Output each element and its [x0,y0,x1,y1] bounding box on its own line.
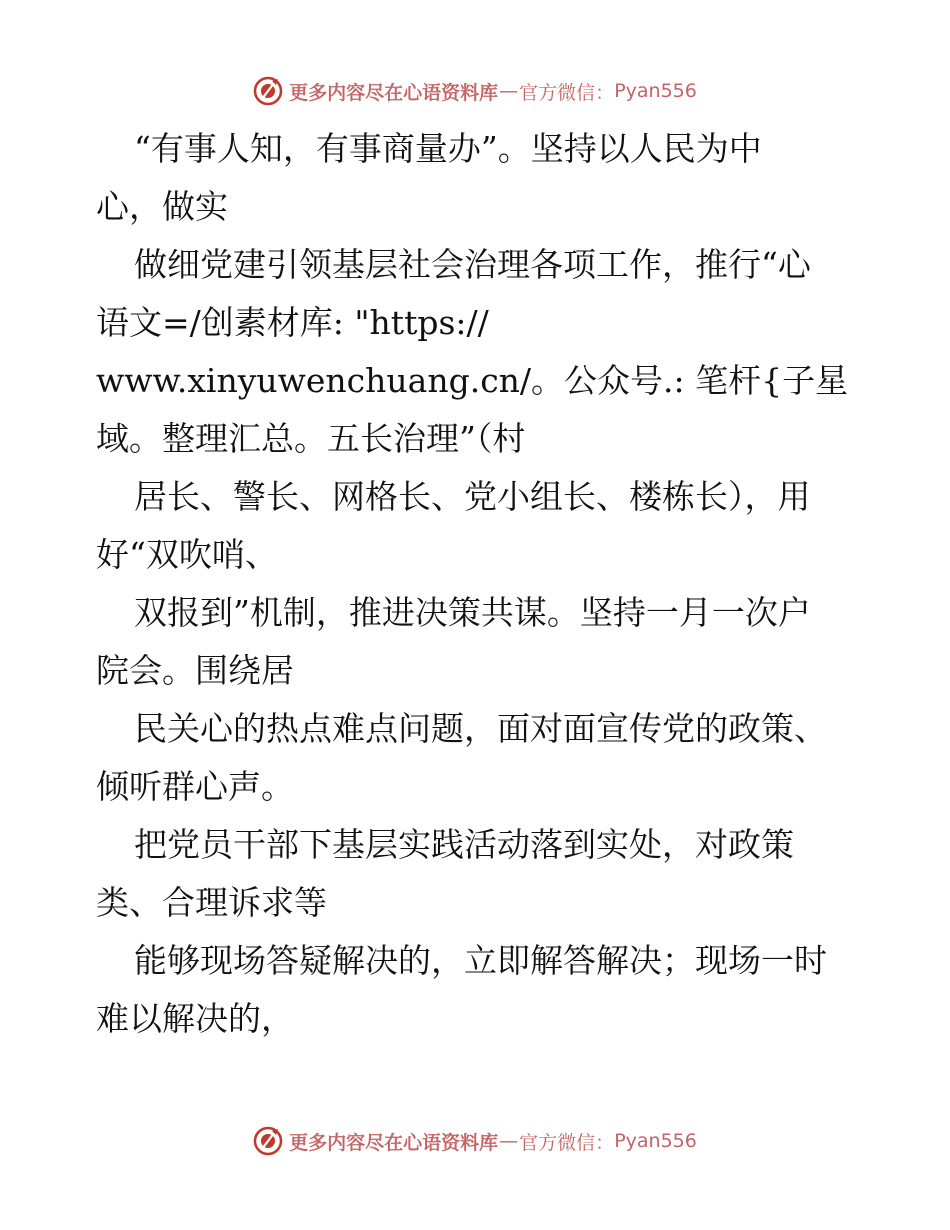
watermark-separator: — [499,80,519,102]
watermark-wechat-id: Pyan556 [614,1130,697,1152]
text-line: www.xinyuwenchuang.cn/。公众号.: 笔杆{子星 [96,361,849,400]
text-line: 倾听群心声。 [96,767,294,806]
text-line: 院会。围绕居 [96,651,294,690]
text-line: 能够现场答疑解决的，立即解答解决；现场一时 [134,941,827,980]
text-line: 难以解决的， [96,999,294,1038]
watermark-separator: — [499,1130,519,1152]
text-line: 好“双吹哨、 [96,535,278,574]
brand-logo-icon [253,76,283,106]
text-line: 居长、警长、网格长、党小组长、楼栋长），用 [134,477,811,516]
header-watermark [0,74,950,108]
brand-logo-icon [253,1126,283,1156]
text-line: 双报到”机制，推进决策共谋。坚持一月一次户 [134,593,811,632]
text-line: 心，做实 [96,187,228,226]
text-line: 做细党建引领基层社会治理各项工作，推行“心 [134,245,811,284]
watermark-name: 更多内容尽在心语资料库 [289,81,499,104]
watermark-wechat-label: 官方微信： [519,1131,615,1154]
watermark-wechat-id: Pyan556 [614,80,697,102]
document-body [96,120,886,1048]
text-line: 民关心的热点难点问题，面对面宣传党的政策、 [134,709,827,748]
text-line: 类、合理诉求等 [96,883,327,922]
text-line: 语文=/创素材库: "https:// [96,303,489,342]
footer-watermark [0,1124,950,1158]
watermark-wechat-label: 官方微信： [519,81,615,104]
text-line: 把党员干部下基层实践活动落到实处，对政策 [134,825,794,864]
watermark-name: 更多内容尽在心语资料库 [289,1131,499,1154]
text-line: 域。整理汇总。五长治理”（村 [96,419,526,458]
text-line: “有事人知，有事商量办”。坚持以人民为中 [134,129,762,168]
